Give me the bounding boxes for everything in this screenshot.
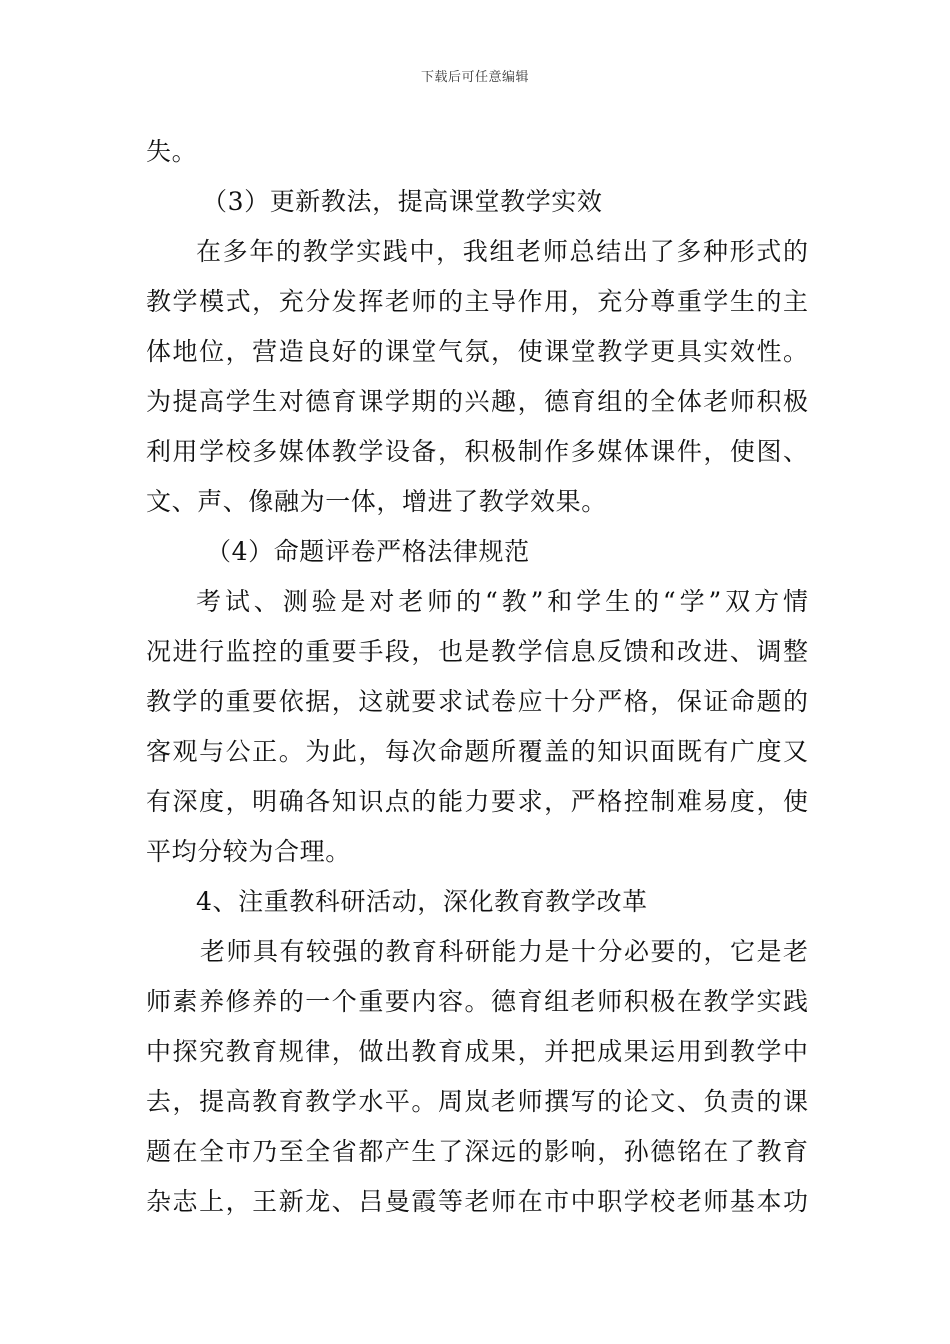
section-heading: （3）更新教法，提高课堂教学实效 [202, 187, 603, 216]
text-line: 教学模式，充分发挥老师的主导作用，充分尊重学生的主 [146, 287, 808, 316]
document-body [146, 127, 808, 1227]
section-heading: 4、注重教科研活动，深化教育教学改革 [196, 887, 648, 916]
page-header: 下载后可任意编辑 [420, 70, 529, 85]
text-line: 平均分较为合理。 [146, 837, 351, 866]
text-line: 杂志上，王新龙、吕曼霞等老师在市中职学校老师基本功 [146, 1187, 808, 1216]
text-line: 教学的重要依据，这就要求试卷应十分严格，保证命题的 [146, 687, 808, 716]
text-line: 题在全市乃至全省都产生了深远的影响，孙德铭在了教育 [146, 1137, 808, 1166]
text-line: 失。 [146, 137, 198, 166]
paragraph-first-line: 在多年的教学实践中，我组老师总结出了多种形式的 [196, 237, 808, 266]
text-line: 中探究教育规律，做出教育成果，并把成果运用到教学中 [146, 1037, 808, 1066]
text-line: 有深度，明确各知识点的能力要求，严格控制难易度，使 [146, 787, 808, 816]
text-line: 况进行监控的重要手段，也是教学信息反馈和改进、调整 [146, 637, 808, 666]
text-line: 去，提高教育教学水平。周岚老师撰写的论文、负责的课 [146, 1087, 808, 1116]
text-line: 体地位，营造良好的课堂气氛，使课堂教学更具实效性。 [146, 337, 808, 366]
text-line: 师素养修养的一个重要内容。德育组老师积极在教学实践 [146, 987, 808, 1016]
text-line: 为提高学生对德育课学期的兴趣，德育组的全体老师积极 [146, 387, 808, 416]
paragraph-first-line: 老师具有较强的教育科研能力是十分必要的，它是老 [200, 937, 808, 966]
text-line: 利用学校多媒体教学设备，积极制作多媒体课件，使图、 [146, 437, 808, 466]
text-line: 客观与公正。为此，每次命题所覆盖的知识面既有广度又 [146, 737, 808, 766]
text-line: 文、声、像融为一体，增进了教学效果。 [146, 487, 607, 516]
paragraph-first-line: 考试、测验是对老师的“教”和学生的“学”双方情 [196, 587, 808, 616]
section-heading: （4）命题评卷严格法律规范 [206, 537, 530, 566]
